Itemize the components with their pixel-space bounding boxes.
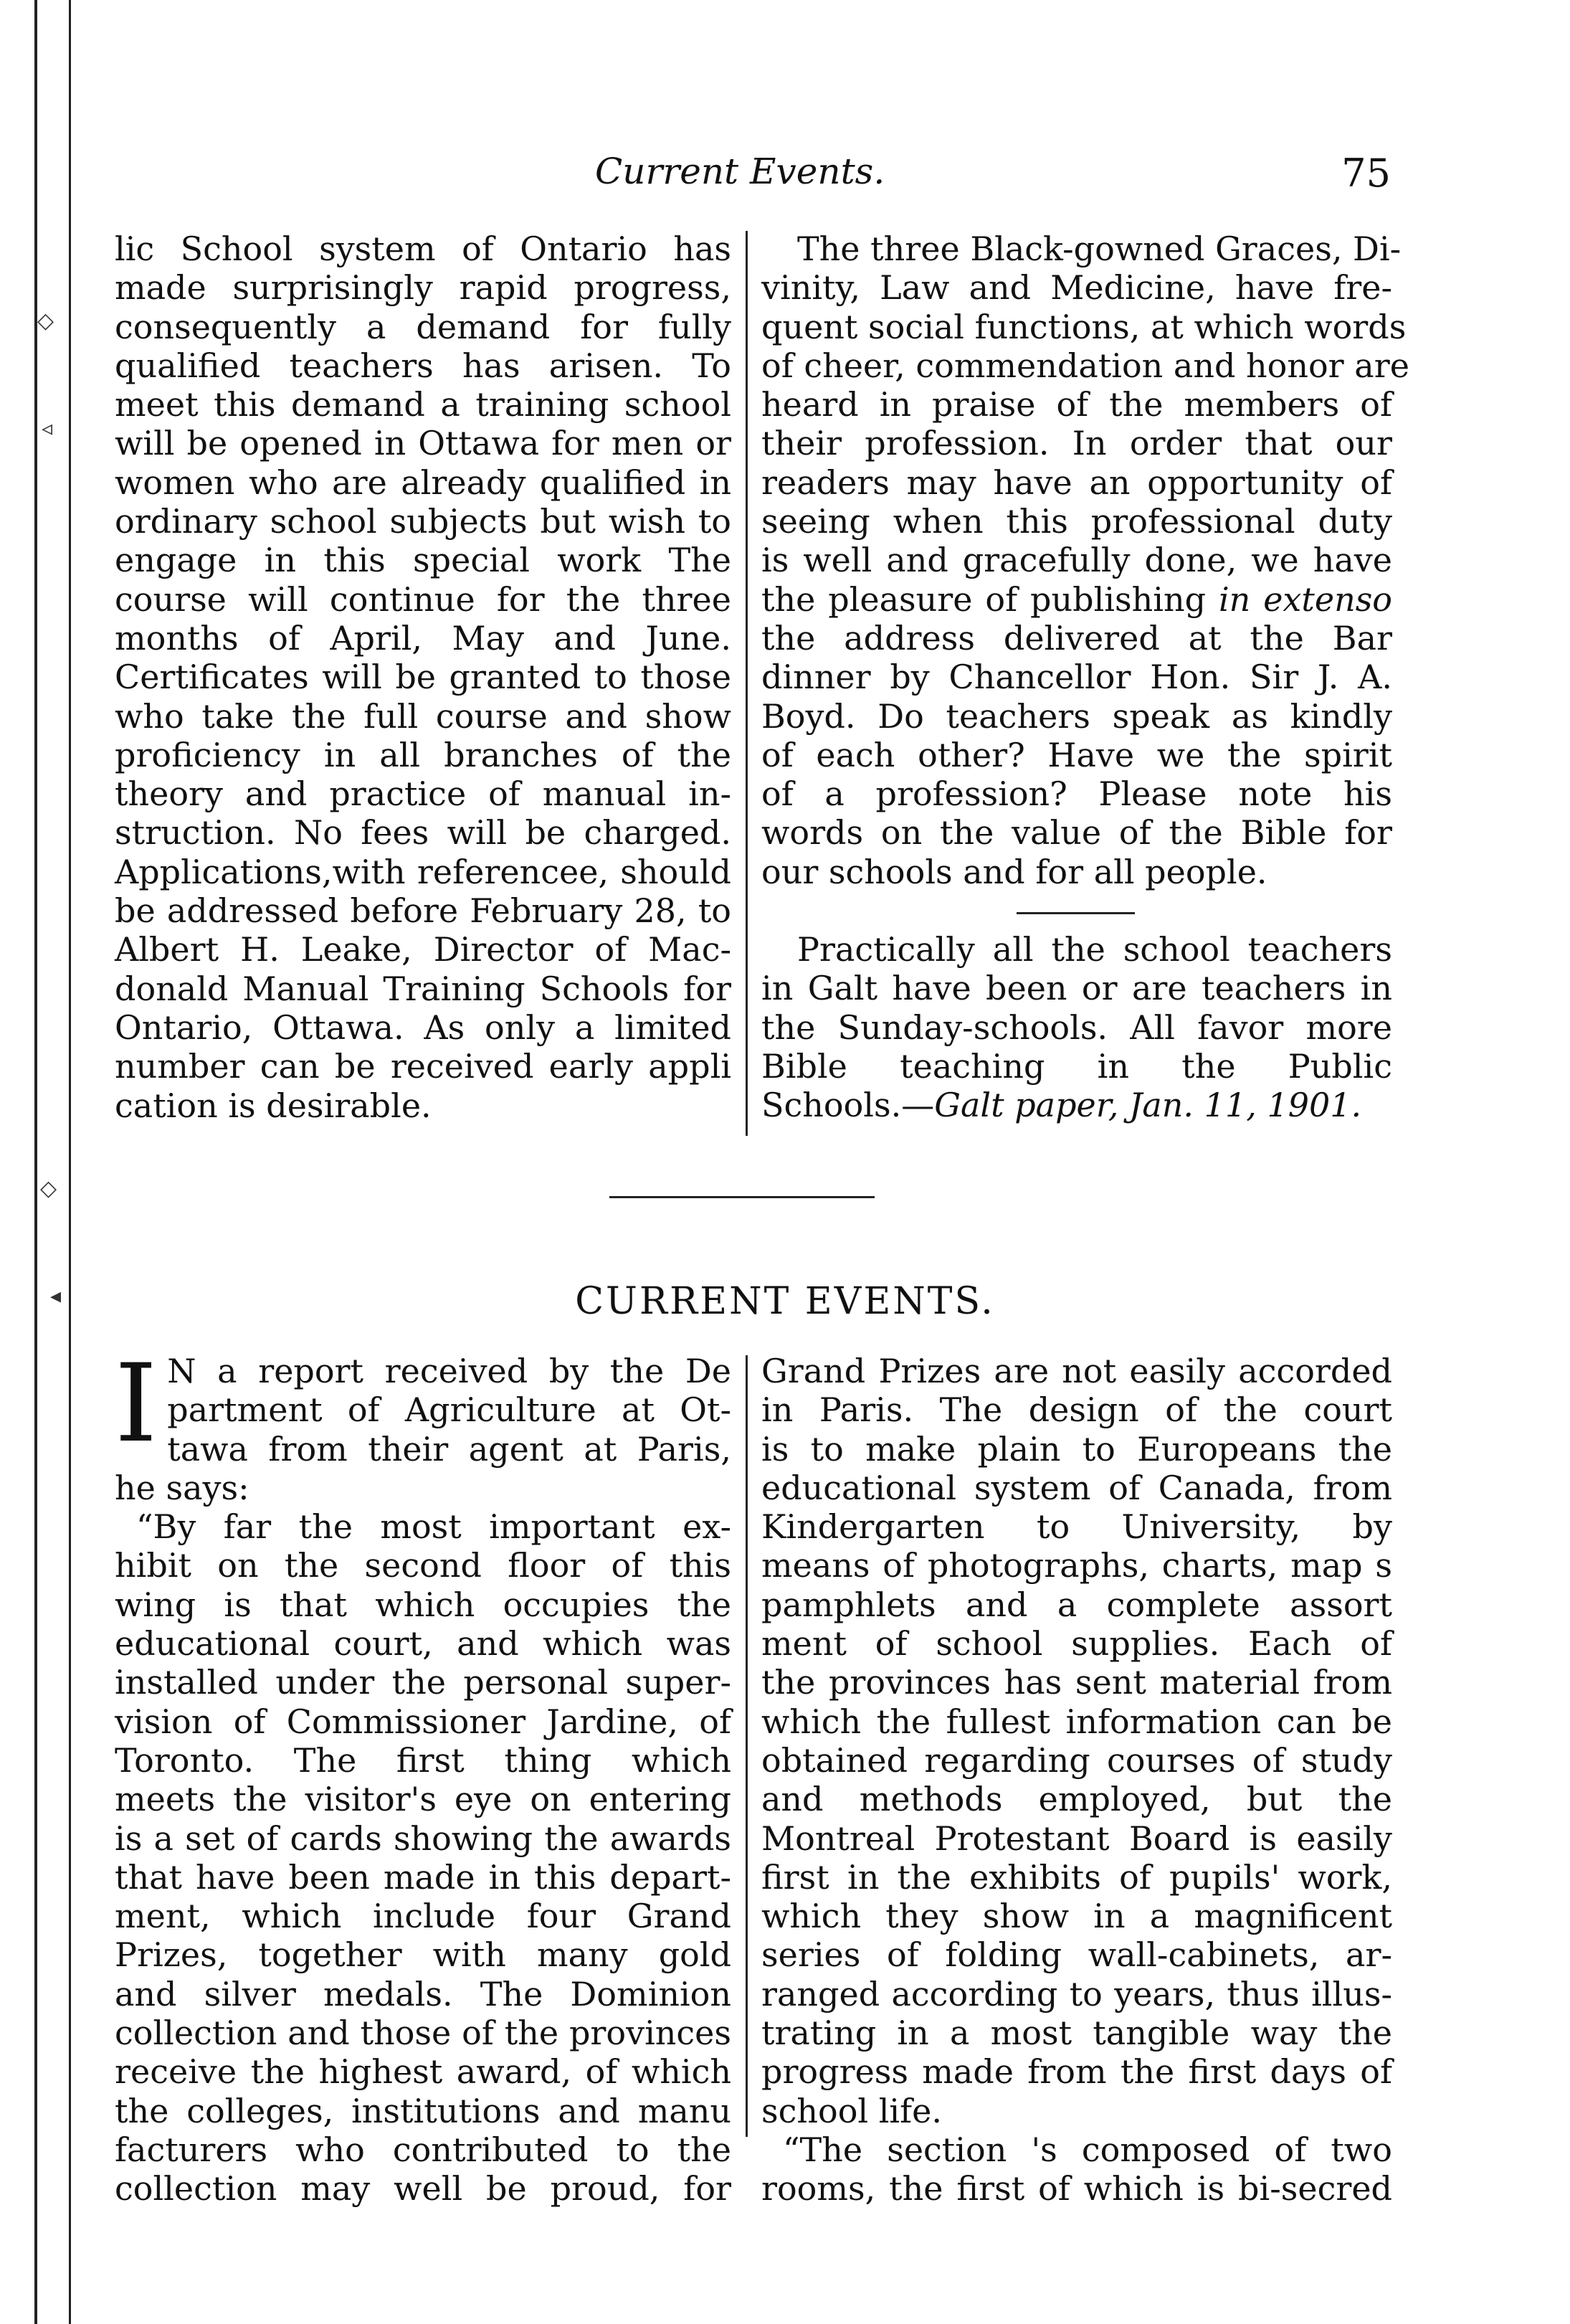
text-line: Boyd. Do teachers speak as kindly: [761, 696, 1392, 736]
text-line: is a set of cards showing the awards: [115, 1818, 731, 1858]
margin-hole-mark: ◇: [40, 1176, 57, 1201]
text-line: Albert H. Leake, Director of Mac-: [115, 930, 731, 969]
text-line: pamphlets and a complete assort: [761, 1585, 1392, 1624]
text-line: school life.: [761, 2091, 943, 2130]
text-line: heard in praise of the members of: [761, 385, 1392, 425]
text-line: installed under the personal super-: [115, 1663, 731, 1702]
text-line: struction. No fees will be charged.: [115, 813, 731, 853]
text-line: is to make plain to Europeans the: [761, 1429, 1392, 1469]
text-line: obtained regarding courses of study: [761, 1740, 1392, 1780]
text-line: Kindergarten to University, by: [761, 1507, 1392, 1547]
text-line: made surprisingly rapid progress,: [115, 268, 731, 308]
text-line: be addressed before February 28, to: [115, 891, 731, 931]
column-rule-top: [746, 231, 748, 1136]
text-line: consequently a demand for fully: [115, 307, 731, 346]
text-line: Ontario, Ottawa. As only a limited: [115, 1007, 731, 1047]
text-line: wing is that which occupies the: [115, 1585, 731, 1624]
top-right-column: [761, 229, 1409, 1125]
text-line: which they show in a magnificent: [761, 1897, 1392, 1936]
text-line: tawa from their agent at Paris,: [167, 1429, 731, 1469]
text-line: their profession. In order that our: [761, 424, 1392, 463]
text-line: progress made from the first days of: [761, 2052, 1392, 2092]
text-line: Practically all the school teachers: [797, 930, 1392, 969]
binding-edge-line: [34, 0, 37, 2324]
short-separator-rule: [1017, 912, 1135, 914]
text-fragment: Schools.—: [761, 1086, 935, 1125]
text-line: The three Black-gowned Graces, Di-: [797, 229, 1402, 268]
citation: Galt paper, Jan. 11, 1901.: [934, 1086, 1362, 1125]
text-line: collection may well be proud, for: [115, 2169, 731, 2209]
drop-cap: I: [115, 1342, 158, 1466]
text-line: facturers who contributed to the: [115, 2130, 731, 2169]
text-line: hibit on the second floor of this: [115, 1546, 731, 1585]
text-line: collection and those of the provinces: [115, 2014, 731, 2053]
text-line: of each other? Have we the spirit: [761, 735, 1392, 774]
section-title: CURRENT EVENTS.: [575, 1280, 995, 1323]
top-left-column: [115, 229, 731, 1125]
text-line: he says:: [115, 1468, 249, 1507]
text-line: seeing when this professional duty: [761, 502, 1392, 541]
binding-edge-line-inner: [69, 0, 71, 2324]
page-number: 75: [1341, 151, 1391, 196]
paragraph: [761, 930, 1392, 1124]
paragraph: [761, 2130, 1392, 2209]
text-line: of cheer, commendation and honor are: [761, 346, 1409, 385]
text-line: ordinary school subjects but wish to: [115, 502, 731, 541]
text-line: “The section 's composed of two: [783, 2130, 1392, 2169]
paragraph: [761, 229, 1409, 891]
text-line: dinner by Chancellor Hon. Sir J. A.: [761, 658, 1392, 697]
running-head: Current Events.: [595, 151, 885, 192]
paragraph: [115, 229, 731, 1125]
bottom-left-column: [115, 1342, 731, 2209]
text-line: ment, which include four Grand: [115, 1897, 731, 1936]
text-line: quent social functions, at which words: [761, 307, 1407, 346]
text-line: Toronto. The first thing which: [115, 1740, 731, 1780]
text-line: Bible teaching in the Public: [761, 1046, 1392, 1086]
text-line: Certificates will be granted to those: [115, 658, 731, 697]
bottom-right-column: [761, 1352, 1392, 2209]
text-line: partment of Agriculture at Ot-: [167, 1390, 731, 1430]
text-line: women who are already qualified in: [115, 463, 731, 502]
text-line: words on the value of the Bible for: [761, 813, 1392, 853]
text-line: who take the full course and show: [115, 696, 731, 736]
text-line: ment of school supplies. Each of: [761, 1624, 1392, 1664]
text-line: receive the highest award, of which: [115, 2052, 731, 2092]
text-line: N a report received by the De: [167, 1352, 731, 1390]
text-line: our schools and for all people.: [761, 852, 1267, 891]
text-line: [761, 1086, 1392, 1124]
text-line: educational system of Canada, from: [761, 1468, 1392, 1507]
text-line: and methods employed, but the: [761, 1780, 1392, 1819]
text-line: readers may have an opportunity of: [761, 463, 1392, 502]
text-fragment: the pleasure of publishing: [761, 579, 1207, 619]
text-line: theory and practice of manual in-: [115, 774, 731, 814]
margin-hole-mark: ◂: [50, 1284, 62, 1309]
text-line: vinity, Law and Medicine, have fre-: [761, 268, 1392, 308]
text-line: engage in this special work The: [115, 541, 731, 580]
text-line: vision of Commissioner Jardine, of: [115, 1702, 731, 1741]
text-line: trating in a most tangible way the: [761, 2014, 1392, 2053]
text-line: lic School system of Ontario has: [115, 229, 731, 268]
margin-hole-mark: ◇: [37, 308, 54, 333]
text-line: number can be received early appli: [115, 1047, 731, 1086]
section-separator-rule: [609, 1196, 875, 1198]
text-line: of a profession? Please note his: [761, 774, 1392, 814]
text-line: the address delivered at the Bar: [761, 618, 1392, 658]
text-line: which the fullest information can be: [761, 1702, 1392, 1741]
text-line: the Sunday-schools. All favor more: [761, 1007, 1392, 1047]
text-line: donald Manual Training Schools for: [115, 969, 731, 1008]
column-rule-bottom: [746, 1355, 748, 2137]
paragraph: [115, 1507, 731, 2208]
text-line: Grand Prizes are not easily accorded: [761, 1352, 1392, 1390]
text-line: “By far the most important ex-: [136, 1507, 731, 1547]
text-line: series of folding wall-cabinets, ar-: [761, 1935, 1392, 1975]
text-line: the provinces has sent material from: [761, 1663, 1392, 1702]
text-line: means of photographs, charts, map s: [761, 1546, 1392, 1585]
paragraph: [761, 1352, 1392, 2130]
text-line: will be opened in Ottawa for men or: [115, 424, 731, 463]
text-line: that have been made in this depart-: [115, 1857, 731, 1897]
text-line: the colleges, institutions and manu: [115, 2091, 731, 2130]
text-line: Prizes, together with many gold: [115, 1935, 731, 1975]
page-header: [108, 151, 1391, 208]
text-line: Montreal Protestant Board is easily: [761, 1818, 1392, 1858]
text-line: and silver medals. The Dominion: [115, 1974, 731, 2014]
text-line: in Galt have been or are teachers in: [761, 969, 1392, 1008]
text-line: is well and gracefully done, we have: [761, 541, 1392, 580]
text-line: ranged according to years, thus illus-: [761, 1974, 1392, 2014]
text-line: meets the visitor's eye on entering: [115, 1780, 731, 1819]
text-line: meet this demand a training school: [115, 385, 731, 425]
italic-phrase: in extenso: [1218, 579, 1392, 619]
text-line: [761, 580, 1392, 619]
paragraph: [115, 1342, 731, 1507]
text-line: course will continue for the three: [115, 579, 731, 619]
text-line: educational court, and which was: [115, 1624, 731, 1664]
text-line: months of April, May and June.: [115, 618, 731, 658]
text-line: qualified teachers has arisen. To: [115, 346, 731, 385]
text-line: Applications,with referencee, should: [115, 852, 731, 891]
text-line: rooms, the first of which is bi-secred: [761, 2169, 1392, 2209]
text-line: proficiency in all branches of the: [115, 735, 731, 774]
text-line: in Paris. The design of the court: [761, 1390, 1392, 1430]
text-line: cation is desirable.: [115, 1086, 432, 1125]
margin-hole-mark: ◃: [42, 416, 53, 441]
text-line: first in the exhibits of pupils' work,: [761, 1857, 1392, 1897]
